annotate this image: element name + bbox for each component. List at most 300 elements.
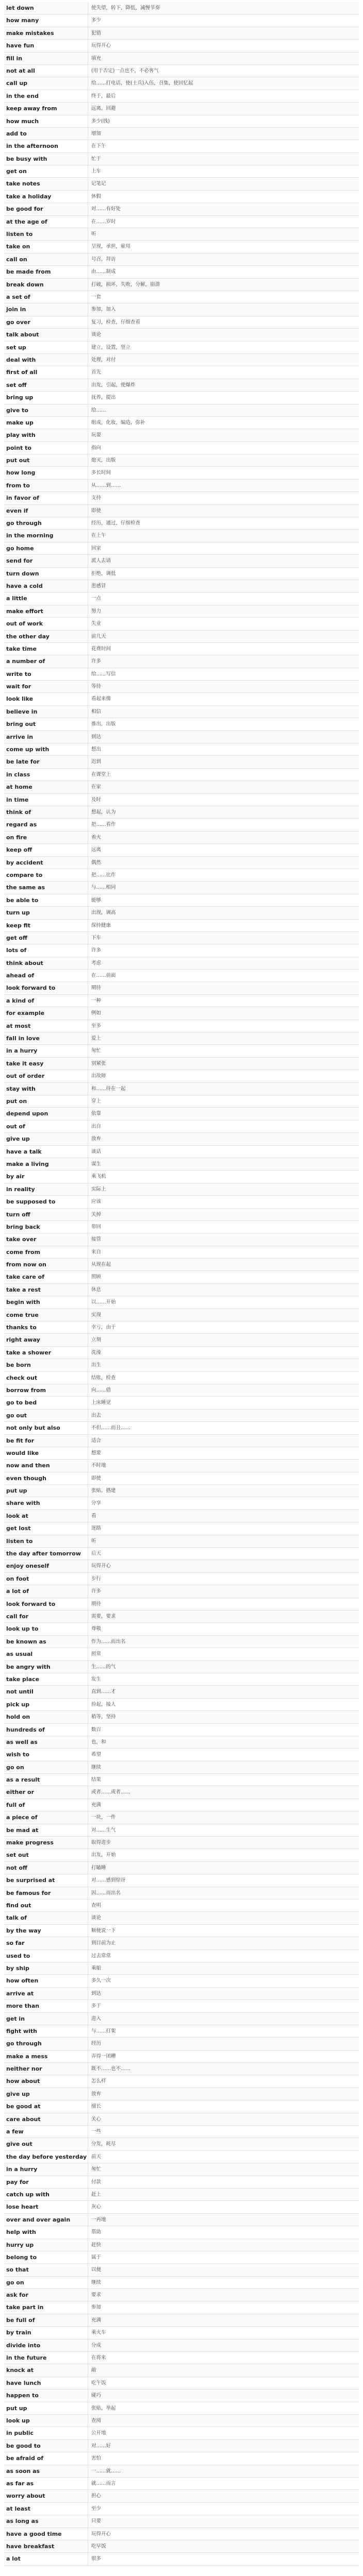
phrase-chinese: 不但……而且…… xyxy=(91,1425,131,1431)
phrase-english: be fit for xyxy=(4,1435,88,1447)
phrase-row xyxy=(4,1284,359,1296)
phrase-row xyxy=(4,1422,359,1434)
phrase-row xyxy=(4,1095,359,1108)
phrase-chinese: 能够 xyxy=(91,897,102,903)
phrase-english: by train xyxy=(4,2327,88,2338)
phrase-english: have a cold xyxy=(4,580,88,592)
phrase-row xyxy=(4,1611,359,1623)
phrase-chinese: 即使 xyxy=(91,1475,102,1481)
phrase-english: take care of xyxy=(4,1271,88,1283)
phrase-row xyxy=(4,2478,359,2490)
phrase-english: have fun xyxy=(4,40,88,52)
phrase-english: take it easy xyxy=(4,1058,88,1070)
phrase-chinese: 前天 xyxy=(91,2154,102,2160)
phrase-english: right away xyxy=(4,1334,88,1346)
phrase-english: let down xyxy=(4,2,88,14)
phrase-english: listen to xyxy=(4,228,88,240)
phrase-chinese: 听 xyxy=(91,231,96,238)
phrase-chinese: 想要 xyxy=(91,1450,102,1456)
phrase-chinese: 怎么样 xyxy=(91,2078,106,2084)
phrase-english: call for xyxy=(4,1611,88,1622)
phrase-row xyxy=(4,1937,359,1950)
phrase-row xyxy=(4,1447,359,1460)
phrase-chinese: 保持健康 xyxy=(91,922,111,928)
phrase-chinese: 实际上 xyxy=(91,1186,106,1192)
phrase-chinese: 远离 xyxy=(91,847,102,853)
phrase-row xyxy=(4,2503,359,2515)
phrase-row xyxy=(4,1435,359,1447)
phrase-row xyxy=(4,1410,359,1422)
phrase-row xyxy=(4,2277,359,2289)
phrase-chinese: 谈话 xyxy=(91,1148,102,1155)
phrase-chinese: 打瞌睡 xyxy=(91,1865,106,1871)
phrase-row xyxy=(4,203,359,215)
phrase-row xyxy=(4,279,359,291)
phrase-row xyxy=(4,379,359,392)
phrase-chinese: 打破，损坏，失败，分解，崩溃 xyxy=(91,281,160,287)
phrase-row xyxy=(4,920,359,932)
phrase-english: so that xyxy=(4,2264,88,2276)
phrase-row xyxy=(4,844,359,856)
phrase-english: by air xyxy=(4,1171,88,1182)
phrase-row xyxy=(4,693,359,705)
phrase-english: turn down xyxy=(4,568,88,580)
phrase-chinese: 接管 xyxy=(91,1236,102,1243)
phrase-english: look forward to xyxy=(4,982,88,994)
phrase-english: deal with xyxy=(4,354,88,366)
phrase-chinese: 担心 xyxy=(91,2493,102,2499)
phrase-chinese: 例如 xyxy=(91,1010,102,1016)
phrase-row xyxy=(4,128,359,140)
phrase-row xyxy=(4,65,359,77)
phrase-chinese: 匆忙 xyxy=(91,1048,102,1054)
phrase-row xyxy=(4,1246,359,1259)
phrase-chinese: 即使 xyxy=(91,507,102,514)
phrase-english: wait for xyxy=(4,681,88,692)
phrase-english: lots of xyxy=(4,944,88,956)
phrase-row xyxy=(4,505,359,517)
phrase-chinese: 赶快 xyxy=(91,2242,102,2248)
phrase-row xyxy=(4,2138,359,2150)
phrase-english: hurry up xyxy=(4,2239,88,2251)
phrase-chinese: 与……打架 xyxy=(91,2028,116,2034)
phrase-chinese: 与……相同 xyxy=(91,885,116,891)
phrase-row xyxy=(4,1962,359,1975)
phrase-chinese: 很多 xyxy=(91,2556,102,2562)
phrase-english: hold on xyxy=(4,1711,88,1723)
phrase-row xyxy=(4,1988,359,2000)
phrase-english: how long xyxy=(4,467,88,479)
phrase-english: get on xyxy=(4,165,88,177)
phrase-chinese: 赶上 xyxy=(91,2191,102,2197)
phrase-english: in class xyxy=(4,769,88,781)
phrase-chinese: 弄得一团糟 xyxy=(91,2053,116,2059)
phrase-english: a few xyxy=(4,2126,88,2138)
phrase-english: as far as xyxy=(4,2478,88,2489)
phrase-english: how many xyxy=(4,14,88,26)
phrase-chinese: 分发，耗尽 xyxy=(91,2141,116,2147)
phrase-english: regard as xyxy=(4,819,88,831)
phrase-row xyxy=(4,2113,359,2126)
phrase-english: at most xyxy=(4,1020,88,1032)
phrase-row xyxy=(4,1347,359,1359)
phrase-row xyxy=(4,2063,359,2075)
phrase-chinese: 向……借 xyxy=(91,1387,111,1393)
phrase-row xyxy=(4,1699,359,1711)
phrase-row xyxy=(4,2427,359,2439)
phrase-english: give up xyxy=(4,2088,88,2100)
phrase-english: from now on xyxy=(4,1259,88,1270)
phrase-row xyxy=(4,1648,359,1660)
phrase-chinese: 只要 xyxy=(91,2518,102,2524)
phrase-english: talk about xyxy=(4,329,88,341)
phrase-row xyxy=(4,1724,359,1736)
phrase-row xyxy=(4,743,359,756)
phrase-row xyxy=(4,1196,359,1208)
phrase-chinese: 出去 xyxy=(91,1412,102,1418)
phrase-row xyxy=(4,1849,359,1861)
phrase-row xyxy=(4,165,359,178)
phrase-english: check out xyxy=(4,1372,88,1384)
phrase-chinese: 听 xyxy=(91,1538,96,1544)
phrase-row xyxy=(4,2314,359,2327)
phrase-english: from to xyxy=(4,480,88,492)
phrase-row xyxy=(4,266,359,278)
phrase-english: join in xyxy=(4,303,88,315)
phrase-chinese: 推出，出版 xyxy=(91,721,116,727)
phrase-chinese: 害怕 xyxy=(91,2455,102,2462)
phrase-row xyxy=(4,2415,359,2427)
phrase-chinese: 从现在起 xyxy=(91,1262,111,1268)
phrase-row xyxy=(4,1183,359,1196)
phrase-english: would like xyxy=(4,1447,88,1459)
phrase-row xyxy=(4,1774,359,1786)
phrase-chinese: 呈现，承担，雇用 xyxy=(91,244,131,250)
phrase-chinese: 属于 xyxy=(91,2254,102,2260)
phrase-chinese: 谈论 xyxy=(91,1915,102,1921)
phrase-english: take a rest xyxy=(4,1284,88,1296)
phrase-row xyxy=(4,178,359,190)
phrase-english: be good to xyxy=(4,2440,88,2452)
phrase-row xyxy=(4,442,359,454)
phrase-chinese: 需要，要求 xyxy=(91,1614,116,1619)
phrase-row xyxy=(4,1510,359,1522)
phrase-english: so far xyxy=(4,1937,88,1949)
phrase-english: get in xyxy=(4,2013,88,2025)
phrase-chinese: 关掉 xyxy=(91,1211,102,1217)
phrase-english: make effort xyxy=(4,605,88,617)
phrase-chinese: 从……到…… xyxy=(91,482,121,488)
phrase-english: go on xyxy=(4,2277,88,2289)
phrase-chinese: 张贴，举起 xyxy=(91,2405,116,2411)
phrase-english: even if xyxy=(4,505,88,517)
phrase-chinese: 也，和 xyxy=(91,1739,106,1745)
phrase-row xyxy=(4,2264,359,2276)
phrase-row xyxy=(4,2013,359,2025)
phrase-chinese: 想起，认为 xyxy=(91,809,116,815)
phrase-chinese: 应该 xyxy=(91,1199,102,1205)
phrase-row xyxy=(4,1548,359,1560)
phrase-english: first of all xyxy=(4,366,88,378)
phrase-row xyxy=(4,404,359,417)
phrase-english: not off xyxy=(4,1862,88,1874)
phrase-row xyxy=(4,2075,359,2088)
phrase-chinese: 或者……或者…… xyxy=(91,1789,131,1795)
phrase-row xyxy=(4,316,359,329)
phrase-row xyxy=(4,2515,359,2528)
phrase-english: on foot xyxy=(4,1573,88,1585)
phrase-english: how much xyxy=(4,115,88,127)
phrase-chinese: 在下午 xyxy=(91,143,106,149)
phrase-row xyxy=(4,1786,359,1799)
phrase-english: keep away from xyxy=(4,103,88,114)
phrase-english: in the afternoon xyxy=(4,140,88,152)
phrase-row xyxy=(4,555,359,567)
phrase-row xyxy=(4,1397,359,1409)
phrase-english: send for xyxy=(4,555,88,567)
phrase-chinese: 休息 xyxy=(91,1286,102,1293)
phrase-english: put out xyxy=(4,454,88,466)
phrase-row xyxy=(4,1485,359,1497)
phrase-chinese: 相信 xyxy=(91,708,102,715)
phrase-english: be supposed to xyxy=(4,1196,88,1208)
phrase-row xyxy=(4,995,359,1007)
phrase-chinese: 把……比作 xyxy=(91,872,116,878)
phrase-row xyxy=(4,2440,359,2452)
phrase-english: a set of xyxy=(4,291,88,303)
phrase-row xyxy=(4,1799,359,1811)
phrase-chinese: 顺便说一下 xyxy=(91,1927,116,1934)
phrase-row xyxy=(4,329,359,341)
phrase-english: out of work xyxy=(4,618,88,630)
phrase-chinese: 患感冒 xyxy=(91,583,106,589)
phrase-chinese: 玩得开心 xyxy=(91,43,111,49)
phrase-chinese: 结果 xyxy=(91,1777,102,1783)
phrase-row xyxy=(4,2126,359,2138)
phrase-chinese: 经历 xyxy=(91,2041,102,2047)
phrase-row xyxy=(4,77,359,90)
phrase-english: how often xyxy=(4,1975,88,1987)
phrase-row xyxy=(4,869,359,882)
phrase-english: worry about xyxy=(4,2490,88,2502)
phrase-english: put on xyxy=(4,1095,88,1107)
phrase-chinese: 到达 xyxy=(91,1990,102,1996)
phrase-english: arrive at xyxy=(4,1988,88,1999)
phrase-row xyxy=(4,2038,359,2050)
phrase-chinese: 至多 xyxy=(91,1023,102,1029)
phrase-chinese: 一种 xyxy=(91,997,102,1004)
phrase-chinese: 偶然 xyxy=(91,859,102,866)
phrase-english: in the morning xyxy=(4,530,88,541)
phrase-chinese: 敲 xyxy=(91,2367,96,2374)
phrase-chinese: 参加，加入 xyxy=(91,307,116,313)
phrase-chinese: 远离，回避 xyxy=(91,106,116,112)
phrase-chinese: 花费时间 xyxy=(91,646,111,652)
phrase-chinese: 组成，化妆，编造，弥补 xyxy=(91,419,145,426)
phrase-english: have breakfast xyxy=(4,2540,88,2552)
phrase-chinese: 分享 xyxy=(91,1500,102,1506)
phrase-row xyxy=(4,1460,359,1472)
phrase-row xyxy=(4,492,359,504)
phrase-english: fight with xyxy=(4,2025,88,2037)
phrase-chinese: 抚养，提出 xyxy=(91,395,116,401)
phrase-chinese: 碰巧 xyxy=(91,2393,102,2399)
phrase-chinese: 发生 xyxy=(91,1676,102,1682)
phrase-chinese: 乘火车 xyxy=(91,2330,106,2336)
phrase-row xyxy=(4,1862,359,1874)
phrase-english: in a hurry xyxy=(4,2163,88,2175)
phrase-row xyxy=(4,291,359,303)
phrase-english: be late for xyxy=(4,756,88,768)
phrase-english: a lot xyxy=(4,2553,88,2565)
phrase-row xyxy=(4,103,359,115)
phrase-english: happen to xyxy=(4,2389,88,2401)
phrase-chinese: 上车 xyxy=(91,168,102,175)
phrase-english: in the end xyxy=(4,90,88,102)
phrase-chinese: 及时 xyxy=(91,796,102,803)
phrase-english: borrow from xyxy=(4,1384,88,1396)
phrase-chinese: 出现，调高 xyxy=(91,910,116,916)
phrase-english: catch up with xyxy=(4,2189,88,2200)
phrase-chinese: 着火 xyxy=(91,834,102,840)
phrase-chinese: 以便 xyxy=(91,2267,102,2273)
phrase-english: used to xyxy=(4,1950,88,1962)
phrase-row xyxy=(4,1108,359,1120)
phrase-row xyxy=(4,53,359,65)
phrase-chinese: 到达 xyxy=(91,734,102,740)
phrase-chinese: 处理，对付 xyxy=(91,357,116,363)
phrase-english: ahead of xyxy=(4,970,88,981)
phrase-row xyxy=(4,982,359,994)
phrase-english: out of xyxy=(4,1121,88,1132)
phrase-row xyxy=(4,2289,359,2301)
phrase-row xyxy=(4,1636,359,1648)
phrase-english: on fire xyxy=(4,832,88,843)
phrase-row xyxy=(4,2226,359,2239)
phrase-english: in time xyxy=(4,794,88,806)
phrase-chinese: 擅长 xyxy=(91,2104,102,2110)
phrase-row xyxy=(4,2000,359,2012)
phrase-row xyxy=(4,1083,359,1095)
phrase-english: the day after tomorrow xyxy=(4,1548,88,1560)
phrase-chinese: 张贴，搭建 xyxy=(91,1488,116,1494)
phrase-chinese: 熄灭，出版 xyxy=(91,457,116,464)
phrase-chinese: 过去常常 xyxy=(91,1953,111,1959)
phrase-english: bring up xyxy=(4,392,88,403)
phrase-chinese: 放弃 xyxy=(91,1136,102,1142)
phrase-row xyxy=(4,191,359,203)
phrase-english: be able to xyxy=(4,894,88,906)
phrase-chinese: 一再地 xyxy=(91,2216,106,2223)
phrase-row xyxy=(4,643,359,655)
phrase-row xyxy=(4,592,359,605)
phrase-english: not at all xyxy=(4,65,88,77)
phrase-chinese: 在家 xyxy=(91,784,102,790)
phrase-chinese: 谈论 xyxy=(91,332,102,338)
phrase-row xyxy=(4,2402,359,2415)
phrase-english: a lot of xyxy=(4,1585,88,1597)
phrase-row xyxy=(4,2327,359,2339)
phrase-row xyxy=(4,1045,359,1057)
phrase-english: point to xyxy=(4,442,88,454)
phrase-english: lose heart xyxy=(4,2201,88,2213)
phrase-english: as long as xyxy=(4,2515,88,2527)
phrase-english: either or xyxy=(4,1786,88,1798)
phrase-row xyxy=(4,1334,359,1346)
phrase-chinese: 查阅 xyxy=(91,2418,102,2424)
phrase-chinese: 玩耍 xyxy=(91,432,102,438)
phrase-row xyxy=(4,605,359,618)
phrase-chinese: 一块，一件 xyxy=(91,1815,116,1821)
phrase-chinese: 别紧张 xyxy=(91,1060,106,1066)
phrase-english: give up xyxy=(4,1133,88,1145)
phrase-row xyxy=(4,832,359,844)
phrase-row xyxy=(4,631,359,643)
phrase-english: call up xyxy=(4,77,88,89)
phrase-chinese: 在……前面 xyxy=(91,973,116,979)
phrase-row xyxy=(4,1321,359,1334)
phrase-row xyxy=(4,2528,359,2540)
phrase-chinese: 建立，设置，竖立 xyxy=(91,344,131,350)
phrase-row xyxy=(4,681,359,693)
phrase-row xyxy=(4,253,359,266)
phrase-english: out of order xyxy=(4,1070,88,1082)
phrase-row xyxy=(4,2340,359,2352)
phrase-chinese: 在课堂上 xyxy=(91,771,111,777)
phrase-english: make up xyxy=(4,417,88,429)
phrase-english: the same as xyxy=(4,882,88,893)
phrase-row xyxy=(4,1623,359,1635)
phrase-english: by the way xyxy=(4,1925,88,1937)
phrase-english: put up xyxy=(4,2402,88,2414)
phrase-english: arrive in xyxy=(4,731,88,743)
phrase-english: care about xyxy=(4,2113,88,2125)
phrase-chinese: 实现 xyxy=(91,1312,102,1318)
phrase-chinese: 一套 xyxy=(91,294,102,300)
phrase-chinese: 要求 xyxy=(91,2292,102,2298)
phrase-chinese: 给……写信 xyxy=(91,671,116,677)
phrase-chinese: 谋生 xyxy=(91,1161,102,1167)
phrase-chinese: 一……就…… xyxy=(91,2468,121,2474)
phrase-row xyxy=(4,1121,359,1133)
phrase-english: full of xyxy=(4,1799,88,1811)
phrase-chinese: 洗澡 xyxy=(91,1349,102,1355)
phrase-chinese: 出发，引起，使爆炸 xyxy=(91,382,136,388)
phrase-chinese: 直到……才 xyxy=(91,1689,116,1695)
phrase-english: by accident xyxy=(4,857,88,869)
phrase-english: go out xyxy=(4,1410,88,1421)
phrase-chinese: 就……而言 xyxy=(91,2480,116,2486)
phrase-chinese: 放弃 xyxy=(91,2091,102,2097)
phrase-chinese: 乘飞机 xyxy=(91,1174,106,1180)
phrase-english: by ship xyxy=(4,1962,88,1974)
phrase-english: in a hurry xyxy=(4,1045,88,1057)
phrase-row xyxy=(4,1472,359,1485)
phrase-english: talk of xyxy=(4,1912,88,1924)
phrase-chinese: 照顾 xyxy=(91,1274,102,1280)
phrase-english: put up xyxy=(4,1485,88,1497)
phrase-english: go home xyxy=(4,543,88,554)
phrase-english: depend upon xyxy=(4,1108,88,1120)
phrase-chinese: 来自 xyxy=(91,1249,102,1255)
phrase-row xyxy=(4,2540,359,2553)
phrase-row xyxy=(4,1032,359,1045)
phrase-row xyxy=(4,894,359,907)
phrase-chinese: 犯错 xyxy=(91,30,102,36)
phrase-english: be angry with xyxy=(4,1661,88,1673)
phrase-row xyxy=(4,90,359,103)
phrase-english: how about xyxy=(4,2075,88,2087)
